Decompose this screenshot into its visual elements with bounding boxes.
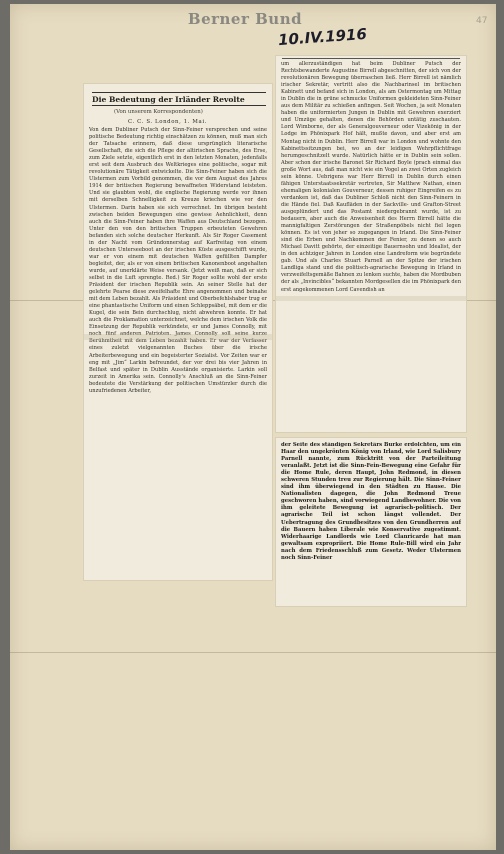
article-clipping-left bbox=[84, 84, 272, 580]
article-headline: Die Bedeutung der Irländer Revolte bbox=[92, 92, 266, 106]
article-dateline: C. C. S. London, 1. Mai. bbox=[128, 119, 207, 125]
article-column-1: Von dem Dubliner Putsch der Sinn-Feiner versprechen und seine politische Bedeutung richtig einschätzen zu können, muß man sich der Tatsache erinnern, daß diese ursprünglich literarische Gesellschaft, die sich die Pflege der altirischen Sprache, des Erse, zum Ziele setzte, eigentlich erst in den letzten Monaten, jedenfalls erst seit dem Ausbruch des Weltkrieges eine politische, sogar mit revolutionäre Tätigkeit entwickelte. Die Sinn-Feiner haben sich die Ulstermen zum Vorbild genommen, die vor dem August des Jahres 1914 der britischen Regierung bewaffneten Widerstand leisteten. Und sie glaubten wohl, die englische Regierung werde vor ihnen mit derselben Schnelligkeit zu Kreuze kriechen wie vor den Ulstermen. Darin haben sie sich verrechnet. Im übrigen besteht zwischen beiden Bewegungen eine gewisse Aehnlichkeit, denn auch die Sinn-Feiner haben ihre Waffen aus Deutschland bezogen. Unter den von den britischen Truppen erbeuteten Gewehren befanden sich solche deutscher Herkunft. Als Sir Roger Casement in der Nacht vom Gründonnerstag auf Karfreitag von einem deutschen Unterseeboot an der irischen Küste ausgeschifft wurde, war er von einem mit deutschen Waffen gefüllten Dampfer begleitet, der, als er von einem britischen Kanonenboot angehalten wurde, auf unerklärte Weise versank. (Jetzt weiß man, daß er sich selbst in die Luft sprengte. Red.) Sir Roger sollte wohl der erste Präsident der irischen Republik sein. An seiner Stelle hat der gelehrte Pearse diese zweifelhafte Ehre angenommen und beinahe mit dem Leben bezahlt. Als Präsident und Oberbefehlshaber trug er eine phantastische Uniform und einen Schleppsäbel, mit dem er die Kugel, die sein Bein durchschlug, nicht abwehren konnte. Er hat auch die Proklamation unterzeichnet, welche dem irischen Volk die Einsetzung der Republik verkündete, er und James Connolly, mit noch fünf anderen Patrioten. James Connolly soll seine kurze Berühmtheit mit dem Leben bezahlt haben. Er war der Verfasser eines zuletzt vielgenannten Buches über die irische Arbeiterbewegung und ein begeisterter Sozialist. Vor Zeiten war er eng mit „Jim“ Larkin befreundet, der vor drei bis vier Jahren in Belfast und später in Dublin Ausstände organisierte. Larkin soll zurzeit in Amerika sein. Connolly's Anschluß an die Sinn-Feiner bedeutete die Verstärkung der politischen Umstürzler durch die unzufriedenen Arbeiter, bbox=[89, 127, 267, 394]
paper-crease bbox=[84, 334, 272, 340]
paper-crease bbox=[276, 296, 466, 301]
archive-page-number: 47 bbox=[476, 16, 488, 26]
article-column-2-top: um allerzuständigen hat beim Dubliner Putsch der Rechtsbewanderte Augustine Birrell abgeschnitten, der sich von der revolutionären Bewegung überraschen ließ. Herr Birrell ist nämlich irischer Sekretär, vertritt also die Nachbarinsel im britischen Kabinett und befand sich in London, als am Ostermontag um Mittag in Dublin die in grüne schmucke Uniformen gekleideten Sinn-Feiner aus dem Militär zu schießen anfingen. Seit Wochen, ja seit Monaten haben die uniformierten Jungen in Dublin mit Gewehren exerziert und Umzüge gehalten, denen die Behörden untätig zuschauten. Lord Wimborne, der als Generalgouverneur oder Vizekönig in der Lodge im Phönixpark Hof hält, mußte davon, und aber erst am Montag nicht in Dublin. Herr Birrell war in London und wohnte den Kabinettssitzungen bei, wo an der leidigen Wehrpflichtfrage herumgeschnitzelt wurde. Natürlich hätte er in Dublin sein sollen. Aber schon der irische Baronet Sir Richard Boyle (prach einmal das große Wort aus, daß man nicht wie ein Vogel an zwei Orten zugleich sein könne. Uebrigens war Herr Birrell in Dublin durch einen fähigen Unterstaatssekretär vertreten, Sir Matthew Nathan, einen ehemaligen kolonialen Gouverneur, dessen ruhiger Eingreifen es zu verdanken ist, daß das Dubliner Schloß nicht den Sinn-Feinern in die Hände fiel. Daß Kaufläden in der Sackville- und Grafton-Street ausgeplündert und das Postamt niedergebrannt wurde, ist zu bedauern, aber auch die Anweisenheit des Herrn Birrell hätte die mannigfaltigen Zerstörungen der Straßenpöbels nicht fiel legen können. Es ist von jeher so zugegangen in Irland. Die Sinn-Feiner sind die Erben und Nachkommen der Fenier, zu denen so auch Michael Davitt gehörte, der einzeitige Bauernsohn und Idealist, der in den achtziger Jahren in London eine Landreform wie begründete gab. Und als Charles Stuart Parnell an der Spitze der irischen Landliga stand und die politisch-agrarische Bewegung in Irland in verzweifeltsgemäße Bahnen zu lenken suchte, haben die Mordbuben der als „Invincibles“ bekannten Mordgesellen die im Phönixpark den erst angekommenen Lord Cavendish an bbox=[281, 61, 461, 293]
column-top-rule bbox=[282, 58, 460, 59]
fold-line bbox=[10, 652, 496, 653]
article-clipping-right-top bbox=[276, 56, 466, 432]
article-column-2-bottom: der Seite des ständigen Sekretärs Burke erdolchten, um ein Haar den ungekrönten König von Irland, wie Lord Salisbury Parnell nannte, zum Rücktritt von der Parteileitung veranlaßt. Jetzt ist die Sinn-Fein-Bewegung eine Gefahr für die Home Rule, deren Haupt, John Redmond, in diesen schweren Stunden treu zur Regierung hält. Die Sinn-Feiner sind ihm überwiegend in den Städten zu Hause. Die Nationalisten dagegen, die John Redmond Treue geschworen haben, sind vorwiegend Landbewohner. Die von ihm geleitete Bewegung ist agrarisch-politisch. Der agrarische Teil ist schon längst vollendet. Der Uebertragung des Grundbesitzes von den Grundherren auf die Bauern haben Liberale wie Konservative zugestimmt. Widerhaarige Landlords wie Lord Clanricarde hat man gewaltsam expropriiert. Die Home Rule-Bill wird ein Jahr nach dem Friedensschluß zum Gesetz. Weder Ulstermen noch Sinn-Feiner bbox=[281, 442, 461, 561]
article-clipping-right-bottom bbox=[276, 438, 466, 606]
article-subheadline: (Von unserem Korrespondenten) bbox=[114, 109, 203, 115]
handwritten-date: 10.IV.1916 bbox=[277, 24, 368, 50]
newspaper-masthead: Berner Bund bbox=[187, 10, 303, 28]
